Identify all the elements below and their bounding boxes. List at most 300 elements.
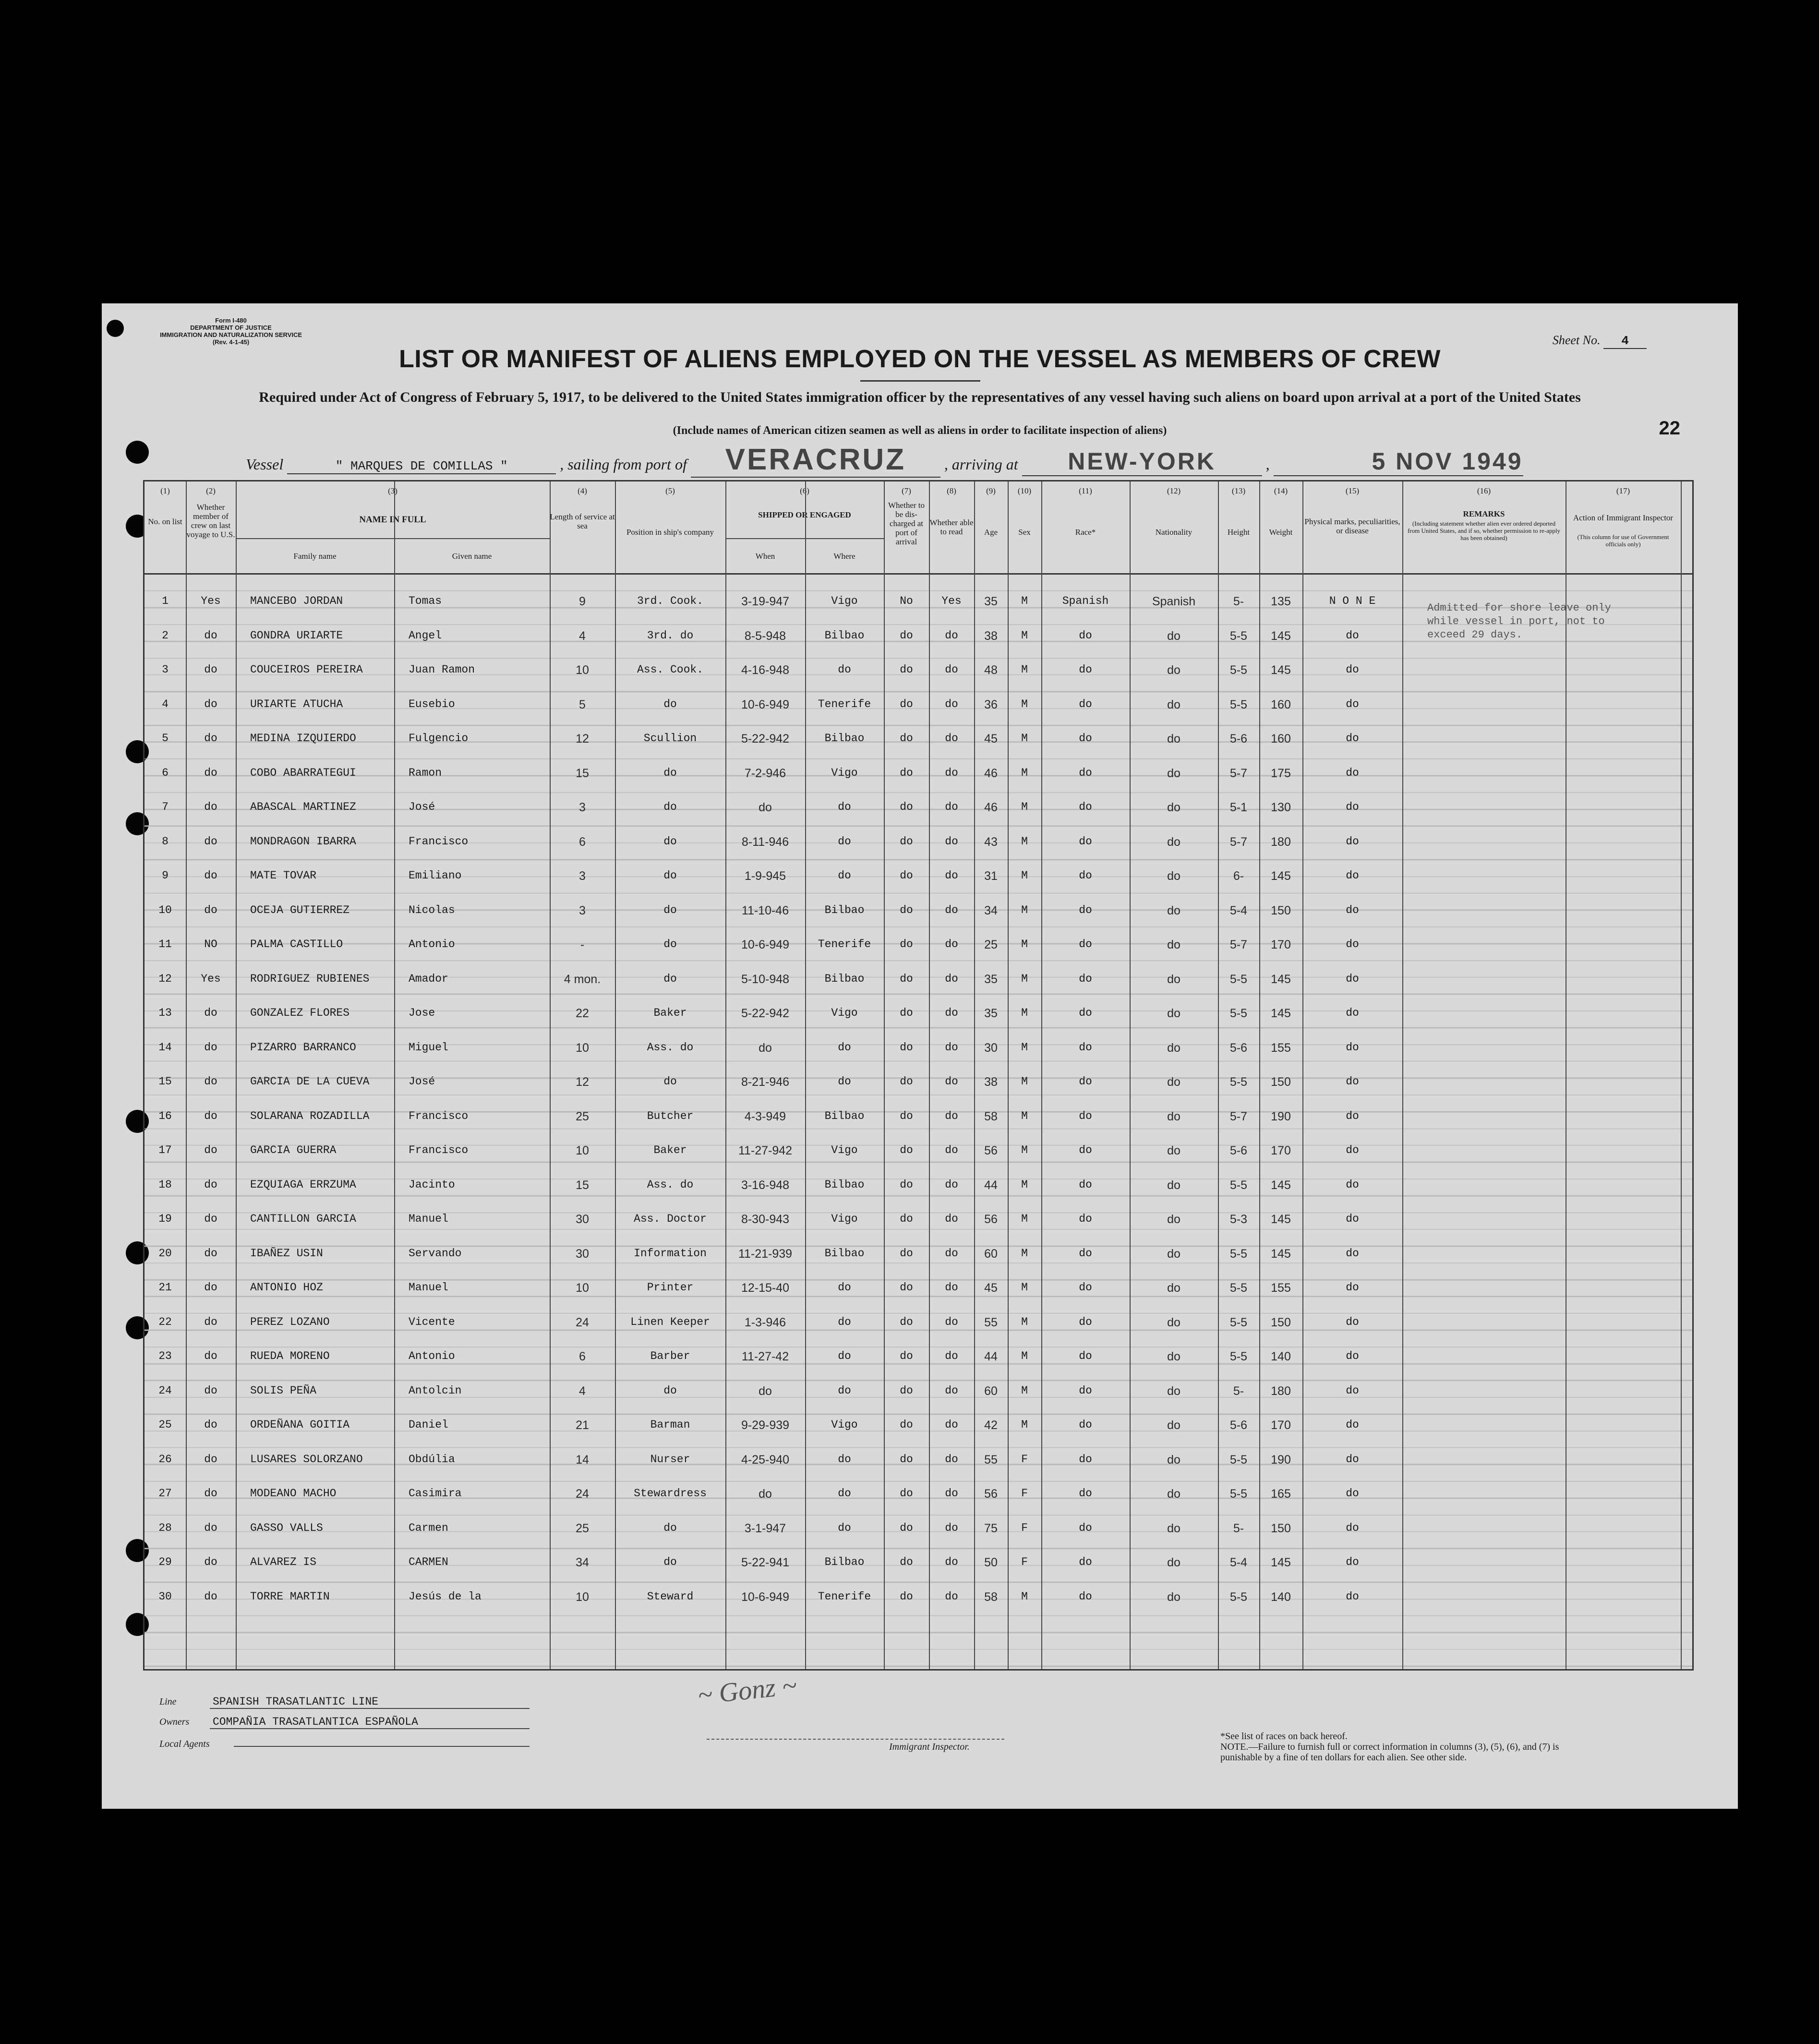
cell-family: ALVAREZ IS xyxy=(250,1556,317,1568)
cell-length: 10 xyxy=(576,1144,589,1157)
cell-read: do xyxy=(945,1075,958,1088)
cell-given: Eusebio xyxy=(409,698,455,710)
cell-race: do xyxy=(1079,1213,1092,1225)
cell-weight: 130 xyxy=(1271,801,1291,814)
cell-length: 30 xyxy=(576,1213,589,1226)
col-race-header: Race* xyxy=(1075,528,1096,537)
cell-read: do xyxy=(945,1453,958,1466)
cell-member: Yes xyxy=(201,973,221,985)
line-row xyxy=(159,1695,530,1709)
cell-position: 3rd. do xyxy=(647,629,694,642)
col-where-header: Where xyxy=(833,552,855,561)
cell-when: do xyxy=(759,801,772,814)
cell-sex: M xyxy=(1021,732,1028,745)
cell-position: do xyxy=(663,767,677,779)
cell-sex: F xyxy=(1021,1522,1028,1534)
cell-discharged: do xyxy=(900,1213,913,1225)
cell-family: GONZALEZ FLORES xyxy=(250,1007,350,1019)
col-num: (15) xyxy=(1345,486,1360,495)
col-num: (2) xyxy=(206,486,216,495)
cell-family: ABASCAL MARTINEZ xyxy=(250,801,356,813)
cell-where: do xyxy=(838,1316,851,1328)
cell-read: do xyxy=(945,1007,958,1019)
cell-race: do xyxy=(1079,801,1092,813)
cell-race: do xyxy=(1079,629,1092,642)
cell-age: 55 xyxy=(984,1316,998,1329)
cell-given: Juan Ramon xyxy=(409,663,475,676)
cell-height: 5- xyxy=(1233,1522,1244,1535)
cell-where: do xyxy=(838,1075,851,1088)
cell-given: Carmen xyxy=(409,1522,448,1534)
cell-where: Bilbao xyxy=(824,732,865,745)
cell-height: 5-5 xyxy=(1229,1590,1248,1604)
cell-sex: M xyxy=(1021,629,1028,642)
col-num: (6) xyxy=(800,486,809,495)
cell-nationality: do xyxy=(1167,1590,1181,1604)
cell-discharged: do xyxy=(900,1007,913,1019)
cell-weight: 160 xyxy=(1271,698,1291,711)
cell-race: Spanish xyxy=(1062,595,1109,607)
cell-given: Ramon xyxy=(409,767,442,779)
cell-sex: M xyxy=(1021,1316,1028,1328)
cell-physical: do xyxy=(1346,629,1359,642)
cell-discharged: do xyxy=(900,1247,913,1260)
table-row xyxy=(145,830,1692,854)
col-discharged-header: Whether to be dis-charged at port of arrival xyxy=(888,501,925,546)
cell-member: do xyxy=(204,1590,217,1603)
cell-physical: do xyxy=(1346,767,1359,779)
cell-read: do xyxy=(945,1316,958,1328)
cell-family: IBAÑEZ USIN xyxy=(250,1247,323,1260)
col-shipped-header: SHIPPED OR ENGAGED xyxy=(758,510,851,519)
cell-race: do xyxy=(1079,869,1092,882)
cell-length: 25 xyxy=(576,1110,589,1123)
cell-age: 31 xyxy=(984,869,998,883)
cell-read: do xyxy=(945,973,958,985)
cell-nationality: do xyxy=(1167,1350,1181,1363)
cell-age: 44 xyxy=(984,1178,998,1192)
cell-given: Jose xyxy=(409,1007,435,1019)
table-row xyxy=(145,1070,1692,1094)
cell-family: PIZARRO BARRANCO xyxy=(250,1041,356,1054)
cell-family: GONDRA URIARTE xyxy=(250,629,343,642)
cell-no: 18 xyxy=(158,1178,172,1191)
cell-read: Yes xyxy=(941,595,962,607)
cell-member: do xyxy=(204,1556,217,1568)
cell-when: 10-6-949 xyxy=(741,1590,790,1604)
page-number: 22 xyxy=(1659,418,1680,439)
cell-weight: 170 xyxy=(1271,938,1291,951)
cell-given: Jesús de la xyxy=(409,1590,482,1603)
cell-physical: do xyxy=(1346,1213,1359,1225)
cell-read: do xyxy=(945,1281,958,1294)
cell-nationality: do xyxy=(1167,801,1181,814)
cell-member: do xyxy=(204,869,217,882)
cell-race: do xyxy=(1079,698,1092,710)
cell-position: Stewardress xyxy=(634,1487,707,1500)
cell-length: 14 xyxy=(576,1453,589,1467)
cell-no: 11 xyxy=(158,938,172,950)
cell-position: Baker xyxy=(653,1007,687,1019)
cell-nationality: do xyxy=(1167,1110,1181,1123)
cell-nationality: do xyxy=(1167,1384,1181,1398)
col-age-header: Age xyxy=(984,528,998,537)
cell-where: do xyxy=(838,1487,851,1500)
binder-hole xyxy=(126,441,149,464)
cell-height: 5-7 xyxy=(1229,767,1248,780)
table-row xyxy=(145,1311,1692,1335)
cell-where: Vigo xyxy=(831,1007,858,1019)
owners-value: COMPAÑIA TRASATLANTICA ESPAÑOLA xyxy=(210,1716,530,1729)
owners-label: Owners xyxy=(159,1717,190,1727)
cell-discharged: do xyxy=(900,1316,913,1328)
cell-sex: M xyxy=(1021,1178,1028,1191)
cell-family: MODEANO MACHO xyxy=(250,1487,337,1500)
cell-family: GASSO VALLS xyxy=(250,1522,323,1534)
table-row xyxy=(145,1586,1692,1610)
cell-where: Bilbao xyxy=(824,973,865,985)
cell-race: do xyxy=(1079,1590,1092,1603)
table-row xyxy=(145,762,1692,786)
cell-height: 5-4 xyxy=(1229,904,1248,917)
cell-when: do xyxy=(759,1384,772,1398)
col-read-header: Whether able to read xyxy=(929,518,974,536)
col-num: (3) xyxy=(388,486,398,495)
cell-read: do xyxy=(945,1522,958,1534)
cell-position: do xyxy=(663,904,677,916)
cell-length: 15 xyxy=(576,767,589,780)
cell-age: 35 xyxy=(984,973,998,986)
cell-nationality: do xyxy=(1167,1453,1181,1467)
cell-no: 19 xyxy=(158,1213,172,1225)
cell-member: do xyxy=(204,732,217,745)
cell-when: 1-9-945 xyxy=(744,869,786,883)
cell-race: do xyxy=(1079,1556,1092,1568)
cell-family: PEREZ LOZANO xyxy=(250,1316,330,1328)
cell-age: 25 xyxy=(984,938,998,951)
cell-nationality: do xyxy=(1167,1419,1181,1432)
cell-no: 27 xyxy=(158,1487,172,1500)
cell-race: do xyxy=(1079,904,1092,916)
cell-member: do xyxy=(204,1041,217,1054)
cell-family: TORRE MARTIN xyxy=(250,1590,330,1603)
cell-given: Nicolas xyxy=(409,904,455,916)
cell-no: 8 xyxy=(162,835,169,848)
inspector-signature: ~ Gonz ~ xyxy=(696,1670,798,1711)
include-note: (Include names of American citizen seamen as well as aliens in order to facilitate inspection of aliens) xyxy=(673,424,1167,437)
cell-physical: N O N E xyxy=(1329,595,1376,607)
cell-physical: do xyxy=(1346,835,1359,848)
cell-length: 4 xyxy=(579,629,586,643)
from-port: VERACRUZ xyxy=(691,443,940,478)
cell-discharged: do xyxy=(900,1522,913,1534)
cell-weight: 170 xyxy=(1271,1144,1291,1157)
cell-given: Amador xyxy=(409,973,448,985)
table-row xyxy=(145,1174,1692,1198)
table-row xyxy=(145,1448,1692,1472)
cell-no: 14 xyxy=(158,1041,172,1054)
cell-when: 1-3-946 xyxy=(744,1316,786,1329)
cell-height: 5-5 xyxy=(1229,698,1248,711)
cell-age: 60 xyxy=(984,1384,998,1398)
cell-weight: 135 xyxy=(1271,595,1291,608)
table-row xyxy=(145,865,1692,889)
cell-position: Ass. Cook. xyxy=(637,663,704,676)
cell-nationality: do xyxy=(1167,835,1181,849)
cell-when: 11-10-46 xyxy=(741,904,789,917)
cell-given: José xyxy=(409,801,435,813)
cell-given: Francisco xyxy=(409,1110,469,1122)
cell-nationality: do xyxy=(1167,973,1181,986)
cell-position: Barman xyxy=(650,1419,690,1431)
agents-row xyxy=(159,1739,530,1750)
cell-age: 46 xyxy=(984,767,998,780)
cell-nationality: do xyxy=(1167,1487,1181,1501)
col-num: (4) xyxy=(578,486,587,495)
cell-discharged: do xyxy=(900,1178,913,1191)
cell-height: 5-5 xyxy=(1229,1453,1248,1467)
cell-given: Obdúlia xyxy=(409,1453,455,1466)
cell-race: do xyxy=(1079,767,1092,779)
cell-member: do xyxy=(204,1281,217,1294)
cell-discharged: do xyxy=(900,698,913,710)
cell-nationality: do xyxy=(1167,629,1181,643)
cell-read: do xyxy=(945,801,958,813)
cell-when: do xyxy=(759,1487,772,1501)
cell-weight: 145 xyxy=(1271,663,1291,677)
race-note: *See list of races on back hereof. xyxy=(1220,1731,1348,1742)
col-num: (7) xyxy=(902,486,911,495)
cell-weight: 145 xyxy=(1271,1007,1291,1020)
cell-physical: do xyxy=(1346,869,1359,882)
cell-height: 6- xyxy=(1233,869,1244,883)
cell-position: Nurser xyxy=(650,1453,690,1466)
cell-nationality: Spanish xyxy=(1152,595,1196,608)
cell-no: 6 xyxy=(162,767,169,779)
cell-length: 25 xyxy=(576,1522,589,1535)
cell-sex: M xyxy=(1021,938,1028,950)
cell-when: 8-11-946 xyxy=(741,835,789,849)
cell-age: 58 xyxy=(984,1110,998,1123)
cell-family: RUEDA MORENO xyxy=(250,1350,330,1362)
vessel-name: " MARQUES DE COMILLAS " xyxy=(287,459,556,474)
col-weight-header: Weight xyxy=(1269,528,1293,537)
cell-age: 38 xyxy=(984,629,998,643)
cell-nationality: do xyxy=(1167,1075,1181,1089)
cell-race: do xyxy=(1079,938,1092,950)
cell-member: do xyxy=(204,1384,217,1397)
cell-member: Yes xyxy=(201,595,221,607)
cell-read: do xyxy=(945,1419,958,1431)
table-row xyxy=(145,1482,1692,1506)
cell-height: 5-3 xyxy=(1229,1213,1248,1226)
cell-where: Tenerife xyxy=(818,698,871,710)
col-num: (12) xyxy=(1167,486,1181,495)
cell-sex: M xyxy=(1021,1590,1028,1603)
cell-nationality: do xyxy=(1167,1522,1181,1535)
cell-sex: M xyxy=(1021,1213,1028,1225)
cell-physical: do xyxy=(1346,904,1359,916)
cell-discharged: do xyxy=(900,1075,913,1088)
form-identifier xyxy=(152,317,310,346)
cell-where: do xyxy=(838,835,851,848)
col-name-header: NAME IN FULL xyxy=(359,515,426,525)
cell-no: 30 xyxy=(158,1590,172,1603)
cell-family: COBO ABARRATEGUI xyxy=(250,767,356,779)
line-value: SPANISH TRASATLANTIC LINE xyxy=(210,1695,530,1709)
col-num: (13) xyxy=(1231,486,1246,495)
cell-height: 5-4 xyxy=(1229,1556,1248,1569)
cell-given: Miguel xyxy=(409,1041,448,1054)
cell-no: 23 xyxy=(158,1350,172,1362)
cell-age: 44 xyxy=(984,1350,998,1363)
binder-hole xyxy=(107,320,124,337)
cell-when: 5-22-942 xyxy=(741,732,790,745)
cell-nationality: do xyxy=(1167,1281,1181,1295)
cell-weight: 170 xyxy=(1271,1419,1291,1432)
cell-length: 24 xyxy=(576,1316,589,1329)
title-divider xyxy=(860,380,980,382)
col-remarks-header: REMARKS xyxy=(1463,509,1505,518)
cell-family: GARCIA GUERRA xyxy=(250,1144,337,1156)
cell-read: do xyxy=(945,1178,958,1191)
remarks-note: Admitted for shore leave only while vessel in port, not to exceed 29 days. xyxy=(1427,602,1611,641)
table-row xyxy=(145,727,1692,751)
cell-race: do xyxy=(1079,1144,1092,1156)
cell-sex: M xyxy=(1021,973,1028,985)
cell-length: 34 xyxy=(576,1556,589,1569)
cell-family: MEDINA IZQUIERDO xyxy=(250,732,356,745)
cell-age: 45 xyxy=(984,732,998,745)
cell-when: 8-5-948 xyxy=(744,629,786,643)
to-port: NEW-YORK xyxy=(1022,447,1262,476)
cell-given: Francisco xyxy=(409,1144,469,1156)
arriving-label: , arriving at xyxy=(944,456,1018,473)
cell-position: do xyxy=(663,835,677,848)
cell-position: do xyxy=(663,938,677,950)
cell-where: Vigo xyxy=(831,767,858,779)
cell-given: Antonio xyxy=(409,1350,455,1362)
cell-nationality: do xyxy=(1167,663,1181,677)
cell-sex: M xyxy=(1021,1419,1028,1431)
cell-race: do xyxy=(1079,1384,1092,1397)
col-member-header: Whether member of crew on last voyage to U.S. xyxy=(186,503,235,539)
cell-discharged: do xyxy=(900,1487,913,1500)
cell-read: do xyxy=(945,938,958,950)
cell-length: 10 xyxy=(576,663,589,677)
cell-where: do xyxy=(838,1281,851,1294)
cell-length: 10 xyxy=(576,1590,589,1604)
cell-length: 4 xyxy=(579,1384,586,1398)
cell-read: do xyxy=(945,1556,958,1568)
cell-height: 5-5 xyxy=(1229,1247,1248,1261)
document-title: LIST OR MANIFEST OF ALIENS EMPLOYED ON THE VESSEL AS MEMBERS OF CREW xyxy=(399,345,1441,373)
cell-nationality: do xyxy=(1167,1178,1181,1192)
cell-no: 25 xyxy=(158,1419,172,1431)
cell-discharged: do xyxy=(900,801,913,813)
crew-table xyxy=(143,480,1694,1671)
form-id-line: (Rev. 4-1-45) xyxy=(212,338,250,346)
cell-race: do xyxy=(1079,663,1092,676)
cell-weight: 150 xyxy=(1271,1316,1291,1329)
cell-read: do xyxy=(945,1350,958,1362)
table-row xyxy=(145,1036,1692,1060)
cell-when: 4-16-948 xyxy=(741,663,790,677)
cell-member: do xyxy=(204,1316,217,1328)
cell-no: 2 xyxy=(162,629,169,642)
cell-no: 28 xyxy=(158,1522,172,1534)
table-row xyxy=(145,1208,1692,1232)
cell-weight: 150 xyxy=(1271,904,1291,917)
cell-member: do xyxy=(204,1144,217,1156)
cell-when: 5-22-941 xyxy=(741,1556,790,1569)
cell-given: Manuel xyxy=(409,1281,448,1294)
cell-family: SOLARANA ROZADILLA xyxy=(250,1110,370,1122)
cell-physical: do xyxy=(1346,1487,1359,1500)
table-row xyxy=(145,933,1692,957)
cell-member: do xyxy=(204,1487,217,1500)
form-id-line: DEPARTMENT OF JUSTICE xyxy=(190,324,272,331)
cell-discharged: do xyxy=(900,869,913,882)
cell-when: 3-19-947 xyxy=(741,595,790,608)
cell-age: 60 xyxy=(984,1247,998,1261)
cell-position: Ass. do xyxy=(647,1041,694,1054)
cell-when: 10-6-949 xyxy=(741,698,790,711)
cell-family: GARCIA DE LA CUEVA xyxy=(250,1075,370,1088)
cell-age: 56 xyxy=(984,1213,998,1226)
cell-height: 5-5 xyxy=(1229,1350,1248,1363)
cell-weight: 145 xyxy=(1271,1247,1291,1261)
cell-given: Casimira xyxy=(409,1487,462,1500)
cell-given: CARMEN xyxy=(409,1556,448,1568)
cell-member: do xyxy=(204,1110,217,1122)
cell-family: OCEJA GUTIERREZ xyxy=(250,904,350,916)
cell-when: 4-3-949 xyxy=(744,1110,786,1123)
shipped-divider xyxy=(725,538,884,539)
cell-race: do xyxy=(1079,1075,1092,1088)
table-row xyxy=(145,1551,1692,1575)
cell-physical: do xyxy=(1346,1384,1359,1397)
cell-weight: 180 xyxy=(1271,1384,1291,1398)
cell-age: 55 xyxy=(984,1453,998,1467)
cell-no: 22 xyxy=(158,1316,172,1328)
cell-discharged: do xyxy=(900,1041,913,1054)
cell-length: 3 xyxy=(579,869,586,883)
cell-weight: 145 xyxy=(1271,1556,1291,1569)
cell-physical: do xyxy=(1346,1453,1359,1466)
cell-read: do xyxy=(945,663,958,676)
cell-physical: do xyxy=(1346,1316,1359,1328)
cell-sex: M xyxy=(1021,801,1028,813)
cell-read: do xyxy=(945,1041,958,1054)
cell-position: do xyxy=(663,973,677,985)
cell-weight: 165 xyxy=(1271,1487,1291,1501)
cell-when: 10-6-949 xyxy=(741,938,790,951)
col-action-subheader: (This column for use of Government officials only) xyxy=(1577,533,1669,548)
sheet-no-value: 4 xyxy=(1603,334,1647,349)
cell-given: Servando xyxy=(409,1247,462,1260)
cell-sex: M xyxy=(1021,1144,1028,1156)
cell-member: do xyxy=(204,767,217,779)
cell-age: 48 xyxy=(984,663,998,677)
cell-given: Tomas xyxy=(409,595,442,607)
cell-physical: do xyxy=(1346,1075,1359,1088)
cell-when: 8-30-943 xyxy=(741,1213,790,1226)
cell-weight: 180 xyxy=(1271,835,1291,849)
col-remarks-subheader: (Including statement whether alien ever ordered deported from United States, and if so, whether permission to re-apply has been obtained) xyxy=(1407,520,1561,541)
cell-physical: do xyxy=(1346,938,1359,950)
cell-race: do xyxy=(1079,1041,1092,1054)
